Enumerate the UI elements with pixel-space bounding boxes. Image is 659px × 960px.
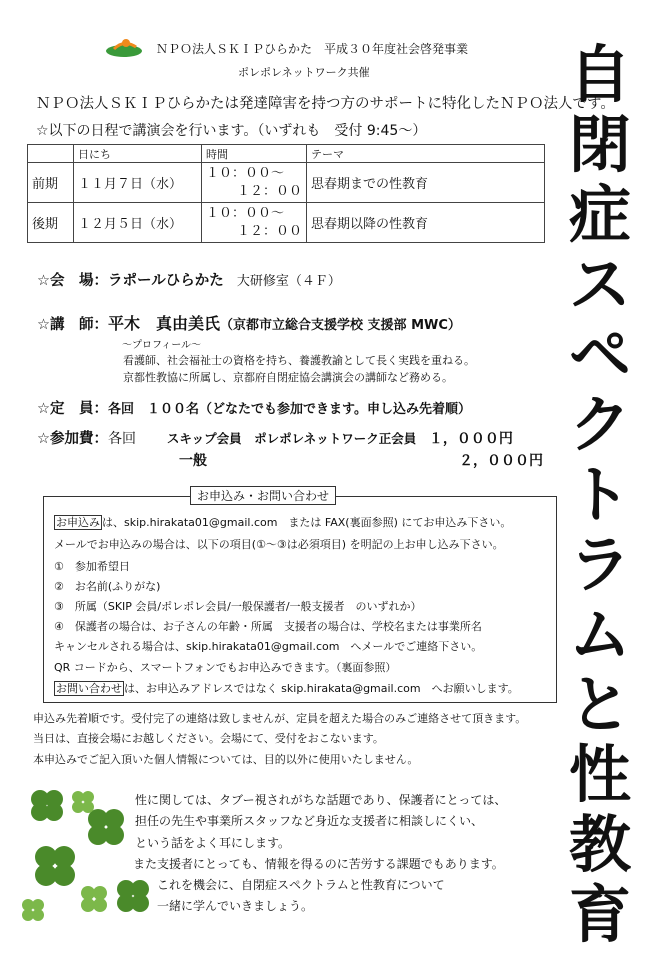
skip-logo-icon — [104, 37, 144, 59]
fee-block — [37, 427, 543, 470]
apply-box-title: お申込み・お問い合わせ — [190, 486, 336, 505]
title-char: 閉 — [568, 108, 631, 181]
time-start: １０：００～ — [206, 165, 285, 181]
fee-member-row — [37, 427, 543, 448]
theme-cell: 思春期以降の性教育 — [307, 203, 545, 243]
title-char: ペ — [568, 318, 631, 391]
lecturer-affiliation: （京都市立総合支援学校 支援部 MWC） — [220, 318, 461, 333]
lecturer-name: 平木 真由美氏 — [108, 314, 221, 333]
profile-label: ～プロフィール～ — [122, 340, 201, 351]
apply-line: QR コードから、スマートフォンでもお申込みできます。（裏面参照） — [54, 661, 397, 674]
apply-line: キャンセルされる場合は、skip.hirakata01@gmail.com へメールでご連絡下さい。 — [54, 640, 483, 653]
date-cell: １１月７日（水） — [74, 163, 202, 203]
title-char: 育 — [568, 878, 631, 951]
header-cell: 時間 — [202, 145, 307, 163]
title-char: 自 — [568, 38, 631, 111]
apply-text: は、skip.hirakata01@gmail.com または FAX(裏面参照) にてお申込み下さい。 — [102, 516, 512, 529]
fee-member-label: スキップ会員 ポレポレネットワーク正会員 — [166, 431, 417, 446]
term-cell: 後期 — [28, 203, 74, 243]
note-line: 当日は、直接会場にお越しください。会場にて、受付をおこないます。 — [33, 732, 384, 745]
closing-line: 性に関しては、タブー視されがちな話題であり、保護者にとっては、 — [135, 793, 507, 807]
venue-room: 大研修室（４Ｆ） — [236, 274, 341, 289]
apply-tag: お申込み — [56, 516, 100, 529]
closing-line: これを機会に、自閉症スペクトラムと性教育について — [157, 878, 445, 892]
cosponsor-line: ポレポレネットワーク共催 — [238, 66, 370, 79]
time-start: １０：００～ — [206, 205, 285, 221]
date-cell: １２月５日（水） — [74, 203, 202, 243]
time-cell — [202, 203, 307, 243]
intro-text: ＮＰＯ法人ＳＫＩＰひらかたは発達障害を持つ方のサポートに特化したＮＰＯ法人です。 — [36, 96, 615, 112]
schedule-heading: ☆以下の日程で講演会を行います。（いずれも 受付 9:45～） — [36, 123, 427, 139]
inquiry-tag: お問い合わせ — [56, 682, 122, 695]
lecturer-line — [37, 311, 461, 334]
table-row — [28, 203, 545, 243]
venue-label: ☆会 場： — [37, 273, 108, 289]
table-header-row — [28, 145, 545, 163]
header-cell — [28, 145, 74, 163]
apply-item: ② お名前(ふりがな) — [54, 580, 161, 593]
title-char: ラ — [568, 528, 631, 601]
title-char: 症 — [568, 178, 631, 251]
apply-line — [54, 514, 511, 530]
profile-line: 京都性教協に所属し、京都府自閉症協会講演会の講師など務める。 — [123, 371, 453, 384]
capacity-label: ☆定 員： — [37, 401, 108, 417]
title-char: 性 — [568, 738, 631, 811]
apply-item: ③ 所属（SKIP 会員/ポレポレ会員/一般保護者/一般支援者 のいずれか） — [54, 600, 422, 613]
lecturer-label: ☆講 師： — [37, 317, 108, 333]
organizer-line: ＮＰＯ法人ＳＫＩＰひらかた 平成３０年度社会啓発事業 — [156, 42, 469, 56]
note-line: 本申込みでご記入頂いた個人情報については、目的以外に使用いたしません。 — [33, 753, 419, 766]
fee-general-row — [37, 450, 543, 470]
apply-item: ① 参加希望日 — [54, 560, 130, 573]
fee-prefix: 各回 — [108, 431, 136, 447]
closing-line: また支援者にとっても、情報を得るのに苦労する課題でもあります。 — [133, 857, 504, 871]
title-char: ク — [568, 388, 631, 461]
fee-label: ☆参加費： — [37, 431, 108, 447]
header-cell: 日にち — [74, 145, 202, 163]
closing-line: 一緒に学んでいきましょう。 — [157, 899, 314, 913]
capacity-line — [37, 397, 471, 418]
time-cell — [202, 163, 307, 203]
time-end: １２：００ — [236, 223, 302, 239]
fee-general-price: ２，０００円 — [459, 453, 543, 469]
term-cell: 前期 — [28, 163, 74, 203]
fee-member-price: １，０００円 — [428, 431, 513, 447]
title-char: 教 — [568, 808, 631, 881]
title-char: ス — [568, 248, 631, 321]
title-char: ト — [568, 458, 631, 531]
profile-line: 看護師、社会福祉士の資格を持ち、養護教諭として長く実践を重ねる。 — [123, 354, 475, 367]
header-cell: テーマ — [307, 145, 545, 163]
capacity-value: 各回 １００名（どなたでも参加できます。申し込み先着順） — [108, 402, 471, 417]
venue-name: ラポールひらかた — [108, 273, 224, 289]
closing-line: 担任の先生や事業所スタッフなど身近な支援者に相談しにくい、 — [135, 814, 484, 828]
schedule-table — [27, 144, 545, 243]
theme-cell: 思春期までの性教育 — [307, 163, 545, 203]
vertical-title — [560, 40, 640, 950]
time-end: １２：００ — [236, 183, 302, 199]
fee-general-label: 一般 — [179, 453, 207, 469]
title-char: ム — [568, 598, 631, 671]
note-line: 申込み先着順です。受付完了の連絡は致しませんが、定員を超えた場合のみご連絡させて頂きます。 — [33, 712, 527, 725]
venue-line — [37, 269, 341, 290]
inquiry-line — [54, 680, 519, 696]
title-char: と — [568, 668, 631, 741]
apply-item: ④ 保護者の場合は、お子さんの年齢・所属 支援者の場合は、学校名または事業所名 — [54, 620, 482, 633]
inquiry-text: は、お申込みアドレスではなく skip.hirakata@gmail.com へお願いします。 — [124, 682, 519, 695]
table-row — [28, 163, 545, 203]
apply-line: メールでお申込みの場合は、以下の項目(①～③は必須項目) を明記の上お申し込み下さい。 — [54, 538, 504, 551]
closing-line: という話をよく耳にします。 — [135, 836, 291, 850]
